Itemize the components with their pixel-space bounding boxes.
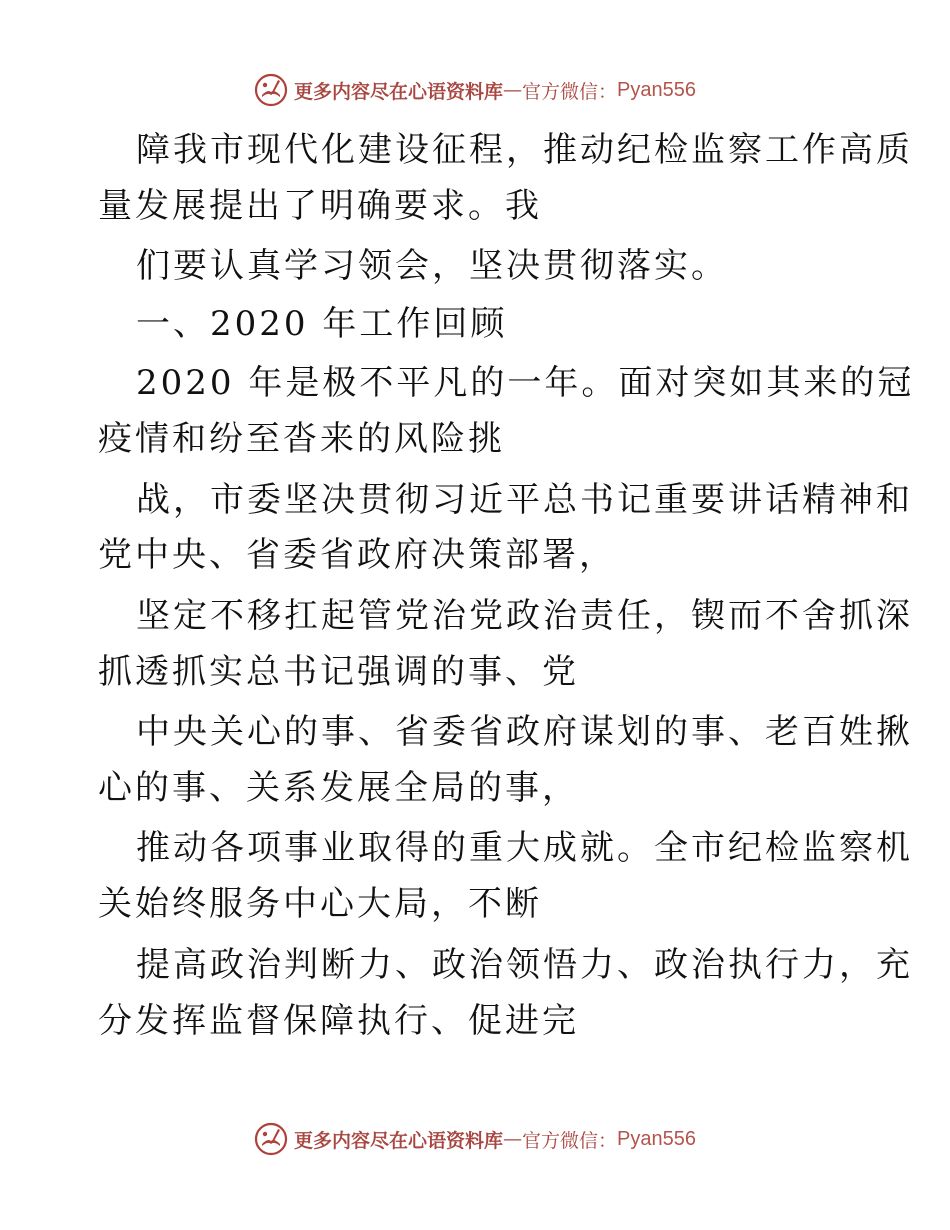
banner-site-text: 更多内容尽在心语资料库 bbox=[294, 1129, 504, 1152]
banner-wechat-id: Pyan556 bbox=[617, 1127, 696, 1150]
section-heading: 一、2020 年工作回顾 bbox=[136, 304, 508, 344]
banner-dash: — bbox=[503, 79, 523, 101]
banner-wechat-label: 官方微信： bbox=[522, 80, 618, 103]
body-line: 提高政治判断力、政治领悟力、政治执行力，充 bbox=[136, 945, 913, 985]
body-line: 坚定不移扛起管党治党政治责任，锲而不舍抓深 bbox=[136, 596, 913, 636]
footer-banner bbox=[0, 1121, 950, 1157]
body-line: 障我市现代化建设征程，推动纪检监察工作高质 bbox=[136, 130, 913, 170]
banner-dash: — bbox=[503, 1128, 523, 1150]
book-quill-logo bbox=[254, 73, 288, 107]
book-quill-logo bbox=[254, 1122, 288, 1156]
banner-site-text: 更多内容尽在心语资料库 bbox=[294, 80, 504, 103]
body-line: 推动各项事业取得的重大成就。全市纪检监察机 bbox=[136, 828, 913, 868]
body-line: 分发挥监督保障执行、促进完 bbox=[98, 1001, 579, 1041]
body-line: 战，市委坚决贯彻习近平总书记重要讲话精神和 bbox=[136, 480, 913, 520]
banner-wechat-id: Pyan556 bbox=[617, 78, 696, 101]
body-line: 党中央、省委省政府决策部署， bbox=[98, 535, 616, 575]
body-line: 心的事、关系发展全局的事， bbox=[98, 768, 579, 808]
banner-wechat-label: 官方微信： bbox=[522, 1129, 618, 1152]
header-banner bbox=[0, 72, 950, 108]
body-line: 关始终服务中心大局，不断 bbox=[98, 884, 542, 924]
body-line: 量发展提出了明确要求。我 bbox=[98, 186, 542, 226]
body-line: 2020 年是极不平凡的一年。面对突如其来的冠 bbox=[136, 363, 915, 403]
body-line: 们要认真学习领会，坚决贯彻落实。 bbox=[136, 246, 728, 286]
body-line: 中央关心的事、省委省政府谋划的事、老百姓揪 bbox=[136, 712, 913, 752]
body-line: 疫情和纷至沓来的风险挑 bbox=[98, 419, 505, 459]
body-line: 抓透抓实总书记强调的事、党 bbox=[98, 652, 579, 692]
